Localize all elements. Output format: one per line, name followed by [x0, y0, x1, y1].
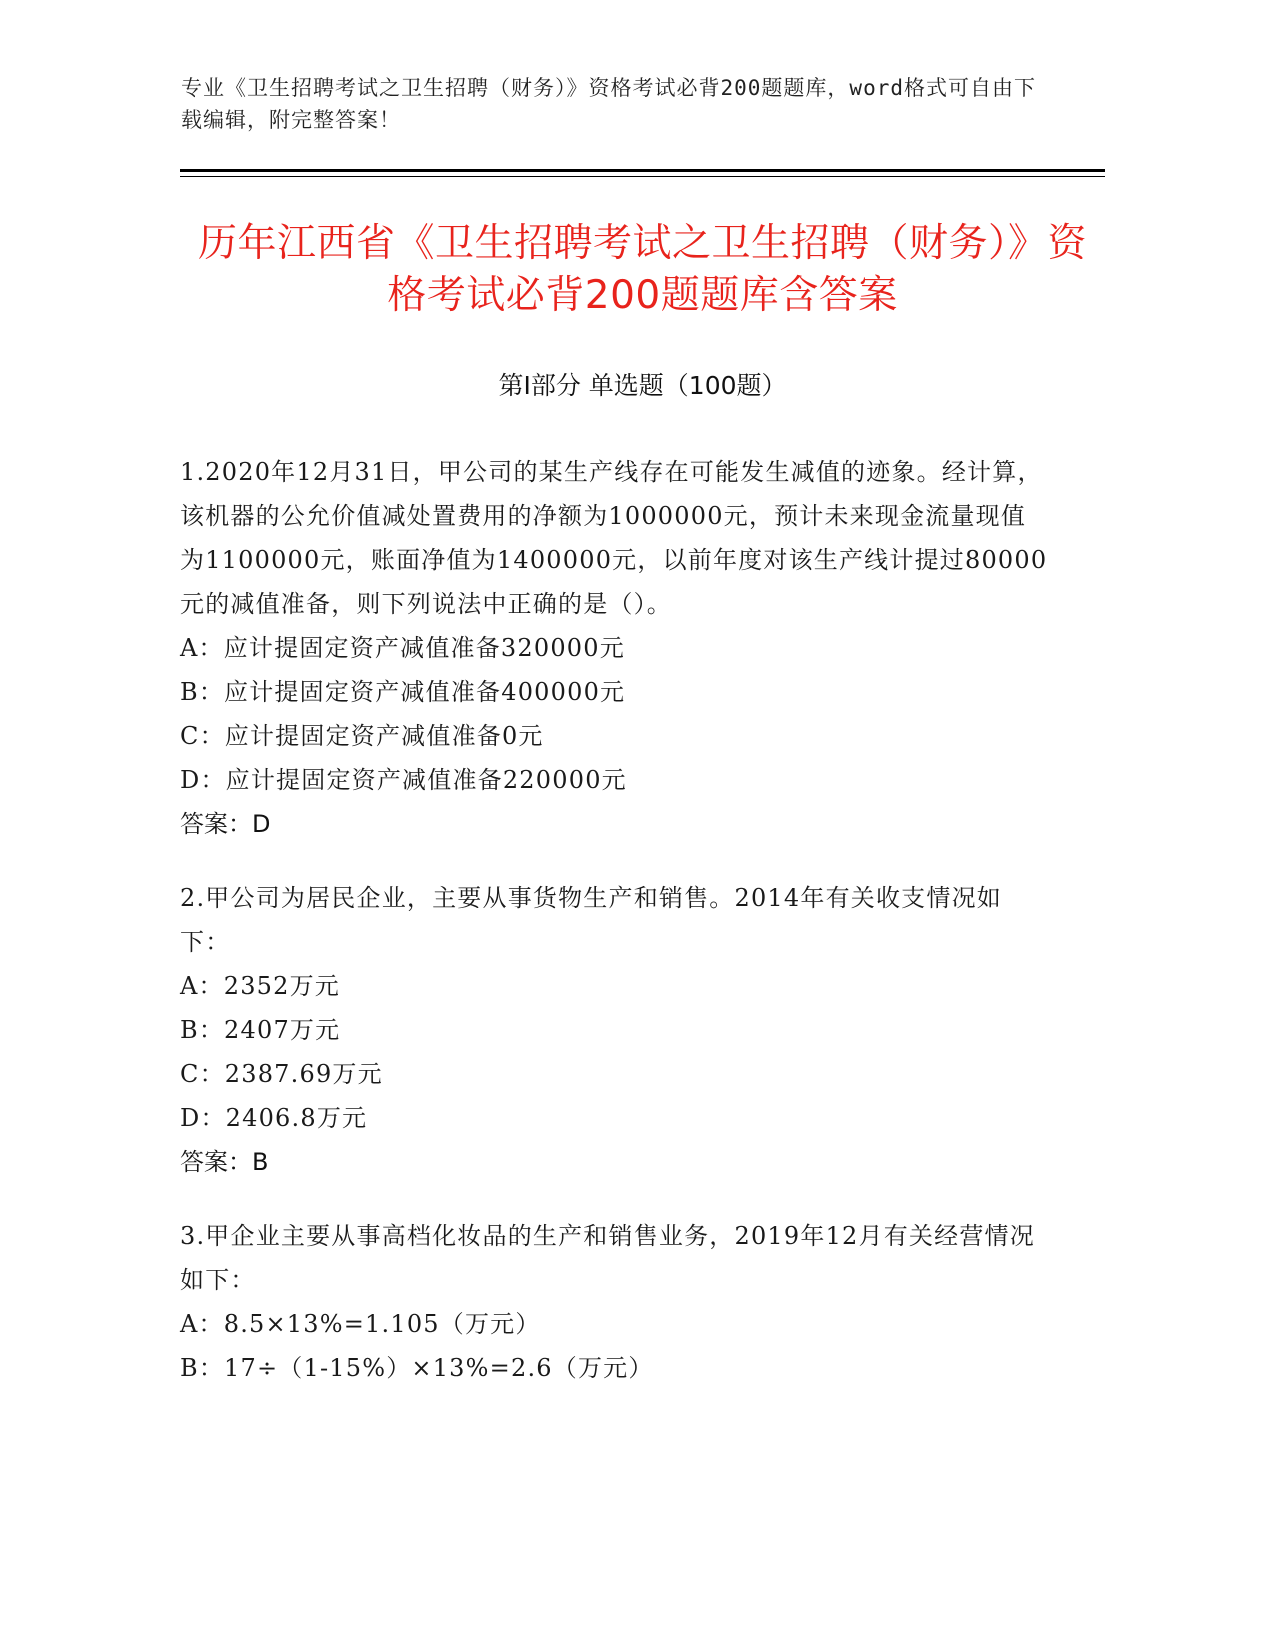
answer: 答案：D: [180, 810, 271, 838]
option-d: D：2406.8万元: [180, 1104, 368, 1132]
header-divider-thin: [180, 176, 1105, 177]
question-stem: 1.2020年12月31日，甲公司的某生产线存在可能发生减值的迹象。经计算，该机器的公允价值减处置费用的净额为1000000元，预计未来现金流量现值为1100000元，账面净值为1400000元，以前年度对该生产线计提过80000元的减值准备，则下列说法中正确的是（）。: [180, 458, 1048, 618]
option-b: B：17÷（1-15%）×13%=2.6（万元）: [180, 1354, 654, 1382]
header-note: 专业《卫生招聘考试之卫生招聘（财务）》资格考试必背200题题库，word格式可自由下载编辑，附完整答案！: [181, 76, 1036, 132]
option-a: A：应计提固定资产减值准备320000元: [180, 634, 625, 662]
option-d: D：应计提固定资产减值准备220000元: [180, 766, 627, 794]
option-c: C：2387.69万元: [180, 1060, 383, 1088]
option-a: A：8.5×13%=1.105（万元）: [180, 1310, 541, 1338]
answer: 答案：B: [180, 1148, 269, 1176]
option-a: A：2352万元: [180, 972, 341, 1000]
question-stem: 3.甲企业主要从事高档化妆品的生产和销售业务，2019年12月有关经营情况如下：: [180, 1222, 1035, 1294]
document-title: 历年江西省《卫生招聘考试之卫生招聘（财务）》资格考试必背200题题库含答案: [197, 221, 1087, 318]
option-c: C：应计提固定资产减值准备0元: [180, 722, 544, 750]
section-title: 第Ⅰ部分 单选题（100题）: [498, 371, 787, 400]
question-1: [180, 450, 1050, 846]
option-b: B：2407万元: [180, 1016, 341, 1044]
option-b: B：应计提固定资产减值准备400000元: [180, 678, 626, 706]
header-divider-thick: [180, 169, 1105, 172]
question-2: [180, 876, 1050, 1184]
question-stem: 2.甲公司为居民企业，主要从事货物生产和销售。2014年有关收支情况如下：: [180, 884, 1002, 956]
question-3: [180, 1214, 1050, 1390]
question-list: [180, 450, 1050, 1420]
